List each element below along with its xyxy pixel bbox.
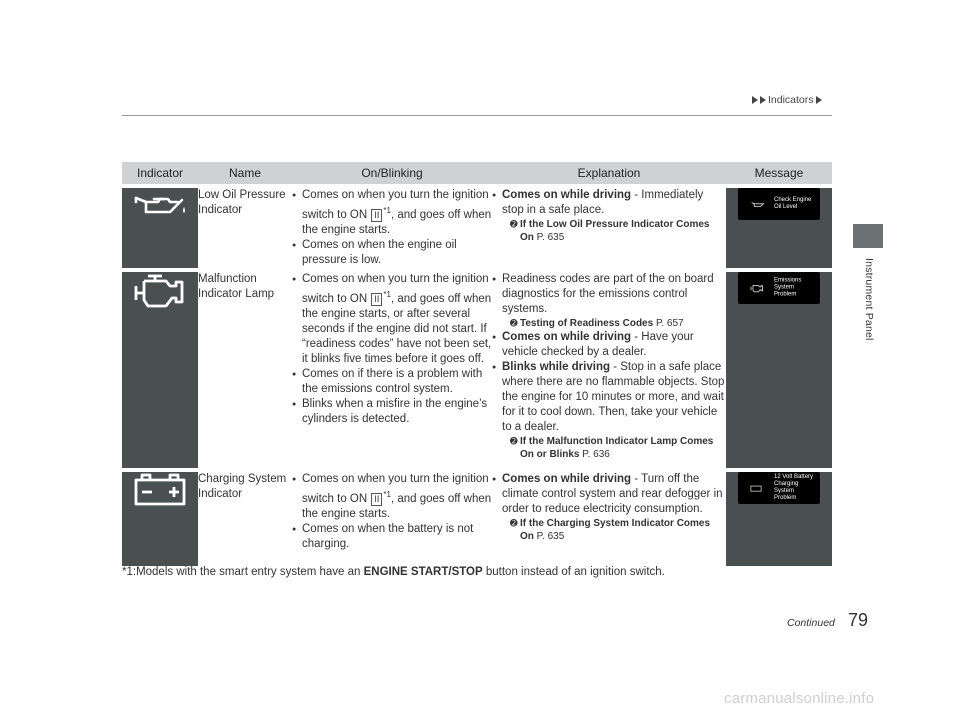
indicator-icon-cell	[122, 188, 198, 268]
triangle-arrow-icon	[760, 96, 766, 104]
on-blinking-cell	[292, 188, 492, 268]
continued-label: Continued	[787, 617, 835, 629]
indicator-name: Malfunction Indicator Lamp	[198, 272, 275, 300]
reference-arrow-icon: ➋	[510, 517, 518, 528]
on-blinking-cell	[292, 272, 492, 468]
list-item: ● Comes on when you turn the ignition switch to ON II $^{*1}$, and goes off when the engine starts.	[292, 188, 492, 238]
table-row	[122, 472, 832, 566]
table-row	[122, 272, 832, 468]
header-rule	[122, 115, 832, 116]
page-reference-link[interactable]: ➋ If the Charging System Indicator Comes On P. 635	[510, 517, 711, 542]
list-item: ● Comes on while driving - Have your vehicle checked by a dealer.	[492, 330, 726, 360]
watermark: carmanualsonline.info	[724, 690, 875, 707]
list-item: ● Readiness codes are part of the on board diagnostics for the emissions control systems.	[492, 272, 726, 317]
indicator-name: Low Oil Pressure Indicator	[198, 189, 286, 216]
column-header-explanation: Explanation	[492, 162, 726, 184]
message-cell	[726, 272, 832, 468]
indicator-table	[122, 158, 832, 570]
explanation-cell	[492, 472, 726, 566]
message-cell	[726, 188, 832, 268]
engine-icon	[750, 283, 764, 293]
message-cell	[726, 472, 832, 566]
list-item: ● Comes on when you turn the ignition switch to ON II $^{*1}$, and goes off when the engine starts, or after several seconds if the engine did not start. If “readiness codes” have not been set, it blinks five times before it goes off.	[292, 272, 492, 367]
list-item: ● Comes on while driving - Immediately stop in a safe place.	[492, 188, 726, 218]
engine-icon	[132, 272, 188, 310]
indicator-icon-cell	[122, 472, 198, 566]
triangle-arrow-icon	[752, 96, 758, 104]
page-reference-link[interactable]: ➋ If the Low Oil Pressure Indicator Comes On P. 635	[510, 219, 710, 243]
explanation-cell	[492, 272, 726, 468]
reference-arrow-icon: ➋	[510, 435, 518, 446]
reference-arrow-icon: ➋	[510, 317, 518, 328]
oil-can-icon	[132, 188, 188, 218]
list-item: ● Blinks while driving - Stop in a safe place where there are no flammable objects. Stop the engine for 10 minutes or more, and wait for it to cool down. Then, take your vehicle to a dealer.	[492, 360, 726, 435]
oil-can-icon	[750, 200, 766, 208]
column-header-message: Message	[726, 162, 832, 184]
list-item: ● Comes on when you turn the ignition switch to ON II $^{*1}$, and goes off when the engine starts.	[292, 472, 492, 522]
battery-icon	[132, 472, 188, 506]
list-item: ● Comes on while driving - Turn off the climate control system and rear defogger in order to reduce electricity consumption.	[492, 472, 726, 517]
column-header-indicator: Indicator	[122, 162, 198, 184]
table-header-row	[122, 162, 832, 184]
page-reference-link[interactable]: ➋ If the Malfunction Indicator Lamp Comes On or Blinks P. 636	[510, 435, 714, 460]
on-blinking-cell	[292, 472, 492, 566]
column-header-on-blinking: On/Blinking	[292, 162, 492, 184]
display-message: 12 Volt Battery Charging System Problem	[738, 472, 820, 504]
chapter-label: Instrument Panel	[863, 258, 875, 341]
triangle-arrow-icon	[816, 96, 822, 104]
breadcrumb	[752, 94, 822, 106]
page-reference-link[interactable]: ➋ Testing of Readiness Codes P. 657	[510, 317, 684, 329]
display-message: Emissions System Problem	[738, 272, 820, 304]
list-item: ● Blinks when a misfire in the engine’s cylinders is detected.	[292, 397, 492, 427]
column-header-name: Name	[198, 162, 292, 184]
list-item: ● Comes on when the battery is not charging.	[292, 522, 492, 552]
indicator-icon-cell	[122, 272, 198, 468]
battery-icon	[750, 484, 762, 492]
table-row	[122, 188, 832, 268]
chapter-tab	[853, 224, 883, 248]
page-number: 79	[848, 610, 869, 630]
breadcrumb-section: Indicators	[768, 94, 814, 106]
list-item: ● Comes on if there is a problem with the emissions control system.	[292, 367, 492, 397]
display-message: Check Engine Oil Level	[738, 188, 820, 220]
footnote: *1:Models with the smart entry system have an ENGINE START/STOP button instead of an ignition switch.	[122, 566, 665, 578]
list-item: ● Comes on when the engine oil pressure is low.	[292, 238, 492, 268]
explanation-cell	[492, 188, 726, 268]
indicator-name: Charging System Indicator	[198, 472, 287, 500]
reference-arrow-icon: ➋	[510, 219, 518, 229]
